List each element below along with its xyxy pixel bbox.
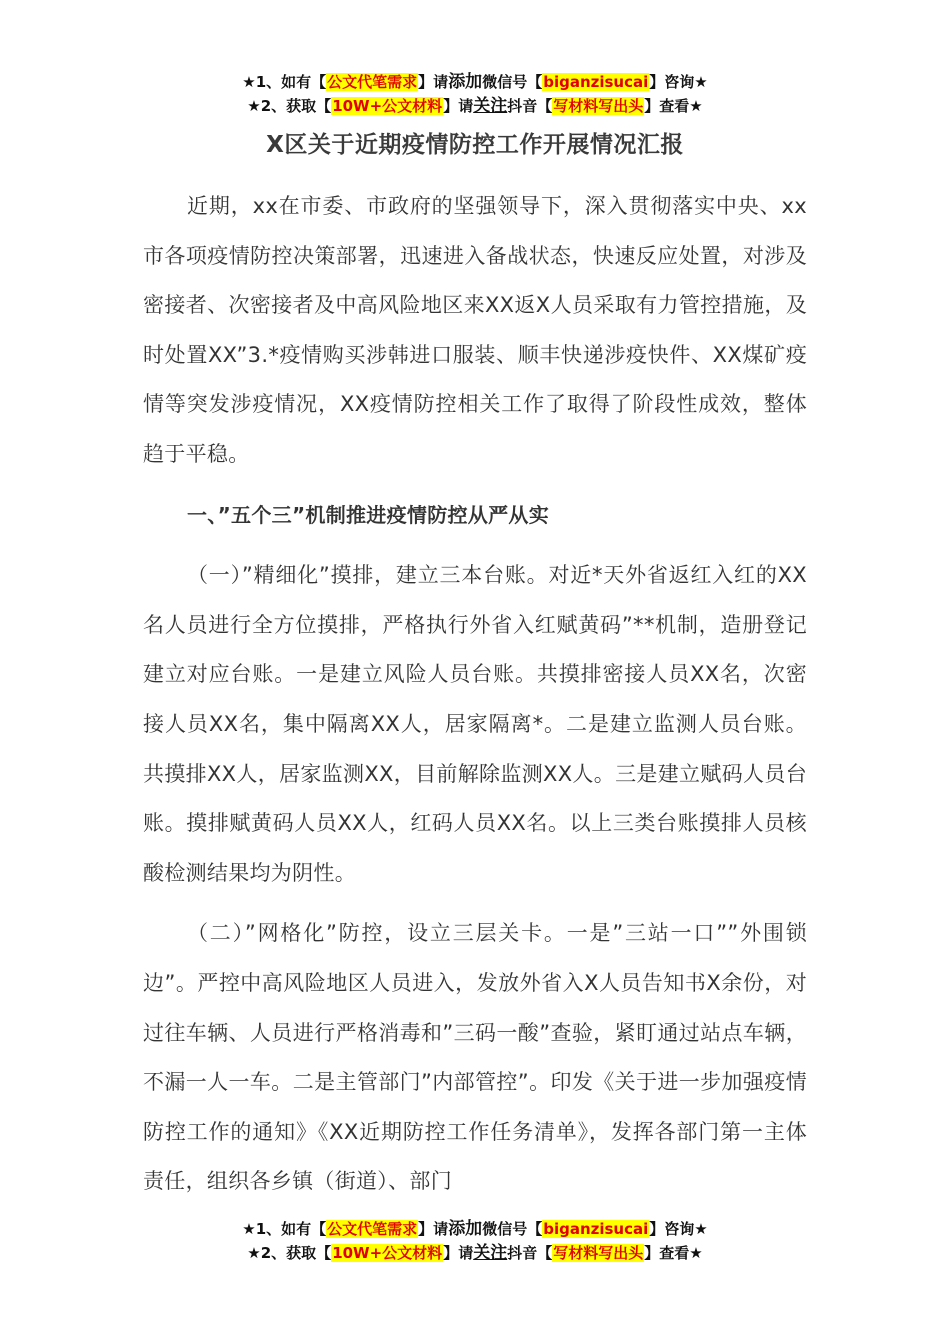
promo-banner-bottom xyxy=(0,1217,950,1265)
highlight-text: 10W+公文材料 xyxy=(332,1244,443,1262)
promo-line-1: ★1、如有【公文代笔需求】请添加微信号【biganzisucai】咨询★ xyxy=(242,1219,708,1239)
highlight-text: biganzisucai xyxy=(543,1220,649,1238)
promo-line-2: ★2、获取【10W+公文材料】请关注抖音【写材料写出头】查看★ xyxy=(247,96,703,116)
highlight-text: biganzisucai xyxy=(543,73,649,91)
intro-paragraph: 近期，xx在市委、市政府的坚强领导下，深入贯彻落实中央、xx市各项疫情防控决策部署，迅速进入备战状态，快速反应处置，对涉及密接者、次密接者及中高风险地区来XX返X人员采取有力管控措施，及时处置XX”3.*疫情购买涉韩进口服装、顺丰快递涉疫快件、XX煤矿疫情等突发涉疫情况，XX疫情防控相关工作了取得了阶段性成效，整体趋于平稳。 xyxy=(143,194,807,466)
section-heading: 一、”五个三”机制推进疫情防控从严从实 xyxy=(187,502,549,527)
paragraph-2: （二）”网格化”防控，设立三层关卡。一是”三站一口””外围锁边”。严控中高风险地区人员进入，发放外省入X人员告知书X余份，对过往车辆、人员进行严格消毒和”三码一酸”查验，紧盯通过站点车辆，不漏一人一车。二是主管部门”内部管控”。印发《关于进一步加强疫情防控工作的通知》《XX近期防控工作任务清单》，发挥各部门第一主体责任，组织各乡镇（街道）、部门 xyxy=(143,921,807,1194)
highlight-text: 写材料写出头 xyxy=(553,97,644,115)
document-body xyxy=(143,182,807,1207)
promo-line-1: ★1、如有【公文代笔需求】请添加微信号【biganzisucai】咨询★ xyxy=(242,72,708,92)
highlight-text: 写材料写出头 xyxy=(553,1244,644,1262)
highlight-text: 10W+公文材料 xyxy=(332,97,443,115)
paragraph-1: （一）”精细化”摸排，建立三本台账。对近*天外省返红入红的XX名人员进行全方位摸排，严格执行外省入红赋黄码”**机制，造册登记建立对应台账。一是建立风险人员台账。共摸排密接人员XX名，次密接人员XX名，集中隔离XX人，居家隔离*。二是建立监测人员台账。共摸排XX人，居家监测XX，目前解除监测XX人。三是建立赋码人员台账。摸排赋黄码人员XX人，红码人员XX名。以上三类台账摸排人员核酸检测结果均为阴性。 xyxy=(143,563,807,885)
promo-line-2: ★2、获取【10W+公文材料】请关注抖音【写材料写出头】查看★ xyxy=(247,1243,703,1263)
highlight-text: 公文代笔需求 xyxy=(327,73,418,91)
promo-banner-top xyxy=(0,70,950,118)
highlight-text: 公文代笔需求 xyxy=(327,1220,418,1238)
document-title: X区关于近期疫情防控工作开展情况汇报 xyxy=(266,132,684,158)
